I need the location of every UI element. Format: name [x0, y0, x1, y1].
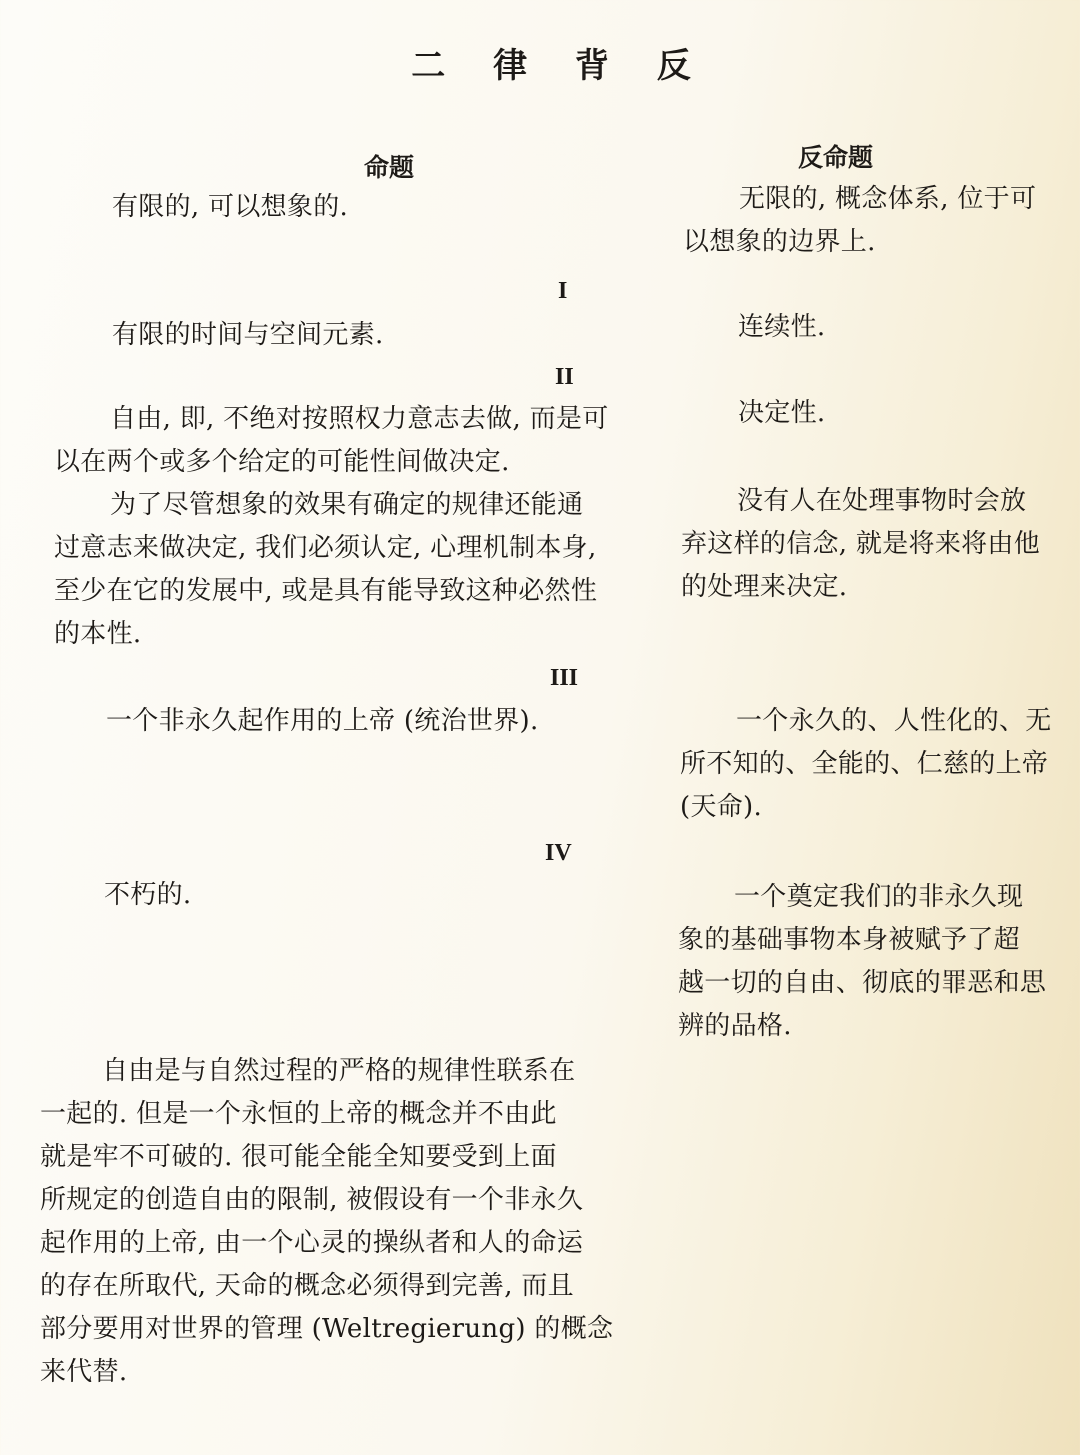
section-4-antithesis: 一个奠定我们的非永久现 象的基础事物本身被赋予了超 越一切的自由、彻底的罪恶和思 辨的品格.	[678, 882, 1047, 1041]
section-numeral-3: III	[550, 665, 579, 691]
section-3-thesis: 一个非永久起作用的上帝 (统治世界).	[106, 706, 539, 736]
closing-paragraph: 自由是与自然过程的严格的规律性联系在 一起的. 但是一个永恒的上帝的概念并不由此 就是牢不可破的. 很可能全能全知要受到上面 所规定的创造自由的限制, 被假设有一个非永久 起作用的上帝, 由一个心灵的操纵者和人的命运 的存在所取代, 天命的概念必须得到完善, 而且 部分要用对世界的管理 (Weltregierung) 的概念 来代替.	[40, 1056, 614, 1387]
section-4-thesis: 不朽的.	[104, 880, 192, 910]
section-2b-thesis: 为了尽管想象的效果有确定的规律还能通 过意志来做决定, 我们必须认定, 心理机制本身, 至少在它的发展中, 或是具有能导致这种必然性 的本性.	[54, 490, 598, 649]
section-2-thesis: 自由, 即, 不绝对按照权力意志去做, 而是可 以在两个或多个给定的可能性间做决定.	[54, 404, 609, 477]
page-title: 二 律 背 反	[411, 46, 709, 86]
section-1-antithesis: 连续性.	[738, 312, 826, 342]
section-2b-antithesis: 没有人在处理事物时会放 弃这样的信念, 就是将来将由他 的处理来决定.	[681, 486, 1041, 602]
intro-antithesis: 无限的, 概念体系, 位于可 以想象的边界上.	[683, 184, 1037, 257]
section-numeral-2: II	[555, 364, 574, 390]
section-3-antithesis: 一个永久的、人性化的、无 所不知的、全能的、仁慈的上帝 (天命).	[680, 706, 1052, 822]
thesis-heading: 命题	[364, 153, 415, 182]
intro-thesis: 有限的, 可以想象的.	[112, 192, 349, 222]
antithesis-heading: 反命题	[798, 143, 874, 172]
section-numeral-4: IV	[545, 840, 572, 866]
section-2-antithesis: 决定性.	[738, 398, 826, 428]
section-numeral-1: I	[558, 278, 568, 304]
section-1-thesis: 有限的时间与空间元素.	[112, 320, 384, 350]
